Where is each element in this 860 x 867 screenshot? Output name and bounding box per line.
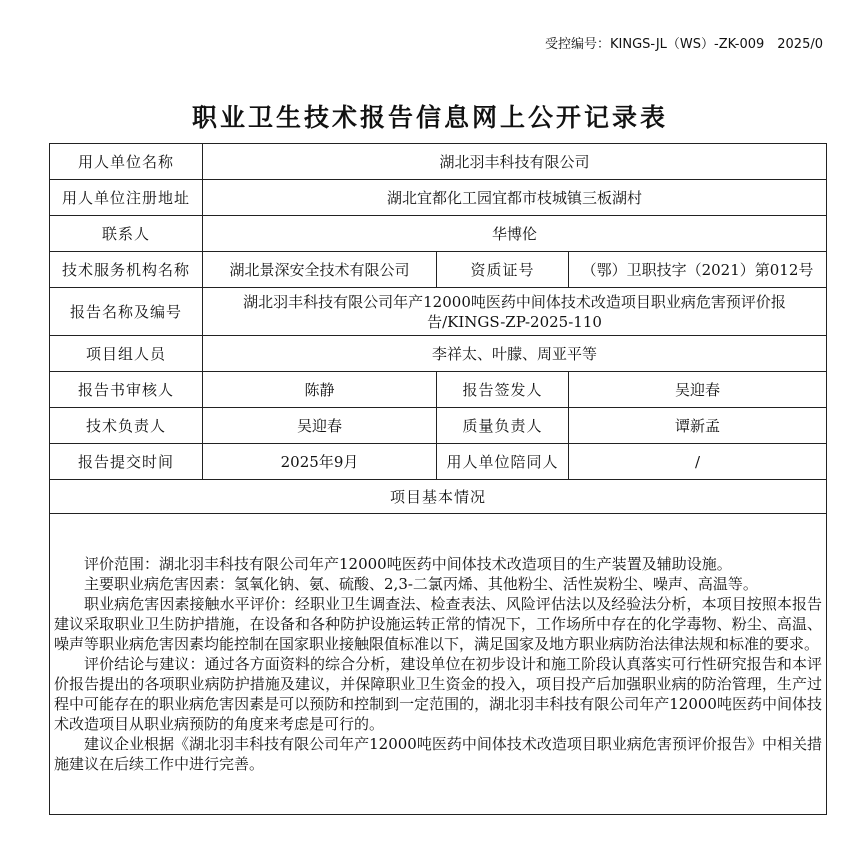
submit-value: 2025年9月 bbox=[203, 444, 437, 480]
paragraph-scope: 评价范围：湖北羽丰科技有限公司年产12000吨医药中间体技术改造项目的生产装置及辅助设施。 bbox=[84, 555, 732, 573]
row-employer-name bbox=[50, 144, 827, 180]
quality-value: 谭新孟 bbox=[569, 408, 827, 444]
paragraph-conclusion: 评价结论与建议：通过各方面资料的综合分析，建设单位在初步设计和施工阶段认真落实可行性研究报告和本评价报告提出的各项职业病防护措施及建议，并保障职业卫生资金的投入，项目投产后加强职业病的防治管理，生产过程中可能存在的职业病危害因素是可以预防和控制到一定范围的，湖北羽丰科技有限公司年产12000吨医药中间体技术改造项目从职业病预防的角度来考虑是可行的。 bbox=[54, 655, 823, 733]
row-section-title bbox=[50, 480, 827, 514]
tech-lead-value: 吴迎春 bbox=[203, 408, 437, 444]
row-employer-address bbox=[50, 180, 827, 216]
employer-address-value: 湖北宜都化工园宜都市枝城镇三板湖村 bbox=[203, 180, 827, 216]
reviewer-value: 陈静 bbox=[203, 372, 437, 408]
contact-value: 华博伦 bbox=[203, 216, 827, 252]
row-team bbox=[50, 336, 827, 372]
page-title: 职业卫生技术报告信息网上公开记录表 bbox=[191, 103, 668, 132]
escort-label: 用人单位陪同人 bbox=[437, 444, 569, 480]
team-value: 李祥太、叶朦、周亚平等 bbox=[203, 336, 827, 372]
employer-name-value: 湖北羽丰科技有限公司 bbox=[203, 144, 827, 180]
submit-label: 报告提交时间 bbox=[50, 444, 203, 480]
section-title: 项目基本情况 bbox=[50, 480, 827, 514]
contact-label: 联系人 bbox=[50, 216, 203, 252]
row-project-details bbox=[50, 514, 827, 815]
record-table bbox=[49, 143, 827, 815]
project-details bbox=[50, 514, 827, 815]
service-org-label: 技术服务机构名称 bbox=[50, 252, 203, 288]
paragraph-suggestion: 建议企业根据《湖北羽丰科技有限公司年产12000吨医药中间体技术改造项目职业病危害预评价报告》中相关措施建议在后续工作中进行完善。 bbox=[54, 735, 823, 773]
employer-address-label: 用人单位注册地址 bbox=[50, 180, 203, 216]
row-tech-lead bbox=[50, 408, 827, 444]
cert-label: 资质证号 bbox=[437, 252, 569, 288]
service-org-value: 湖北景深安全技术有限公司 bbox=[203, 252, 437, 288]
employer-name-label: 用人单位名称 bbox=[50, 144, 203, 180]
row-contact bbox=[50, 216, 827, 252]
tech-lead-label: 技术负责人 bbox=[50, 408, 203, 444]
control-number: 受控编号：KINGS-JL（WS）-ZK-009 2025/0 bbox=[545, 37, 824, 52]
row-service-org bbox=[50, 252, 827, 288]
escort-value: / bbox=[569, 444, 827, 480]
paragraph-exposure: 职业病危害因素接触水平评价：经职业卫生调查法、检查表法、风险评估法以及经验法分析，本项目按照本报告建议采取职业卫生防护措施，在设备和各种防护设施运转正常的情况下，工作场所中存在的化学毒物、粉尘、高温、噪声等职业病危害因素均能控制在国家职业接触限值标准以下，满足国家及地方职业病防治法律法规和标准的要求。 bbox=[54, 595, 823, 653]
issuer-label: 报告签发人 bbox=[437, 372, 569, 408]
quality-label: 质量负责人 bbox=[437, 408, 569, 444]
team-label: 项目组人员 bbox=[50, 336, 203, 372]
row-submit bbox=[50, 444, 827, 480]
row-report-name bbox=[50, 288, 827, 336]
paragraph-hazards: 主要职业病危害因素：氢氧化钠、氨、硫酸、2,3-二氯丙烯、其他粉尘、活性炭粉尘、噪声、高温等。 bbox=[84, 575, 758, 593]
issuer-value: 吴迎春 bbox=[569, 372, 827, 408]
cert-value: （鄂）卫职技字（2021）第012号 bbox=[569, 252, 827, 288]
row-reviewer bbox=[50, 372, 827, 408]
report-name-label: 报告名称及编号 bbox=[50, 288, 203, 336]
reviewer-label: 报告书审核人 bbox=[50, 372, 203, 408]
report-name-value: 湖北羽丰科技有限公司年产12000吨医药中间体技术改造项目职业病危害预评价报告/KINGS-ZP-2025-110 bbox=[203, 288, 827, 336]
